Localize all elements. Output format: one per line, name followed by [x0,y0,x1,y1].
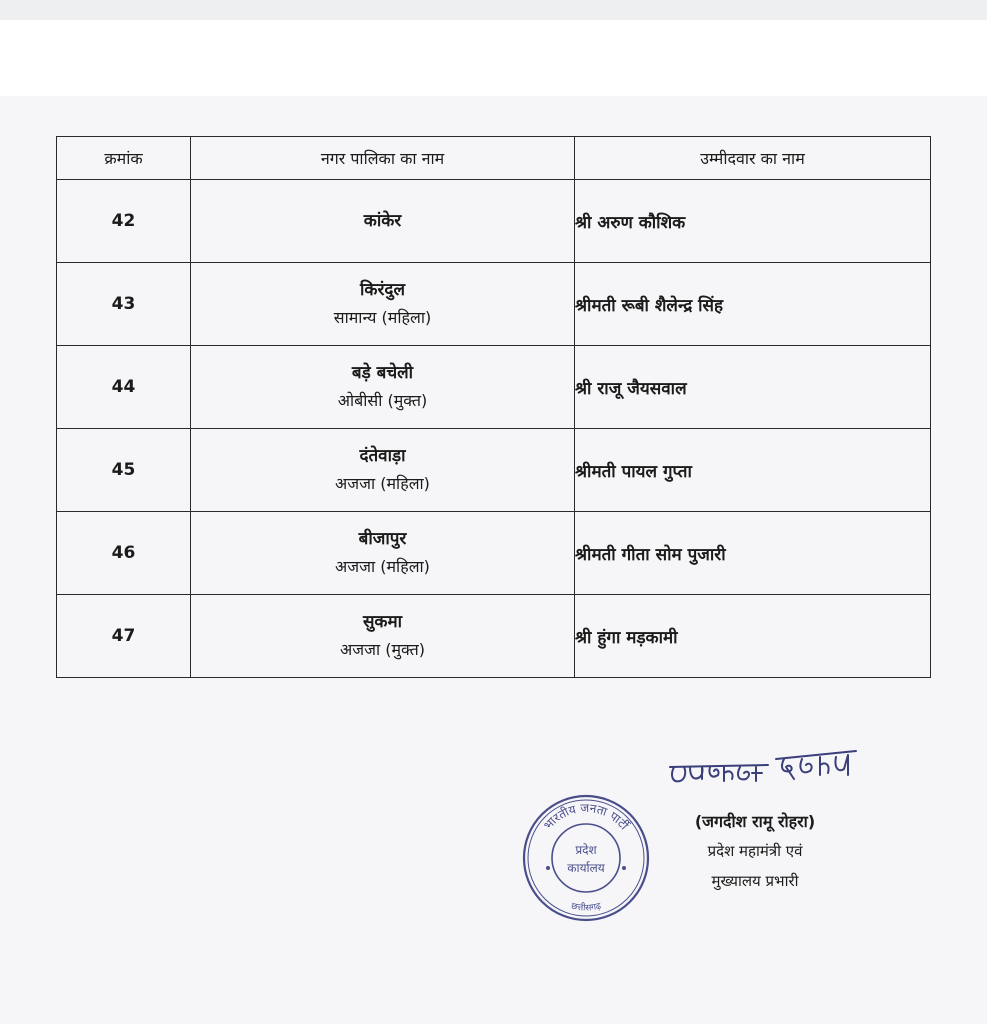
reservation-category: अजजा (महिला) [335,474,430,493]
table-row [57,595,931,678]
row-serial: 45 [57,429,191,512]
row-candidate: श्री अरुण कौशिक [575,180,931,263]
handwritten-signature [664,745,864,795]
seal-inner-line2: कार्यालय [567,861,605,875]
row-municipality [191,429,575,512]
table-row [57,512,931,595]
row-candidate: श्रीमती रूबी शैलेन्द्र सिंह [575,263,931,346]
table-row [57,346,931,429]
row-municipality [191,595,575,678]
row-candidate: श्री राजू जैयसवाल [575,346,931,429]
header-serial: क्रमांक [57,137,191,180]
reservation-category: ओबीसी (मुक्त) [337,391,428,410]
signatory-title-line2: मुख्यालय प्रभारी [711,872,799,890]
row-municipality [191,346,575,429]
municipality-name: कांकेर [363,211,402,231]
seal-bottom-text: छत्तीसगढ़ [569,901,603,914]
header-municipality: नगर पालिका का नाम [191,137,575,180]
reservation-category: सामान्य (महिला) [333,308,432,327]
table-row [57,263,931,346]
municipality-name: बीजापुर [358,529,407,549]
row-candidate: श्रीमती गीता सोम पुजारी [575,512,931,595]
scan-top-strip [0,0,987,20]
header-candidate: उम्मीदवार का नाम [575,137,931,180]
row-serial: 46 [57,512,191,595]
row-serial: 47 [57,595,191,678]
row-candidate: श्रीमती पायल गुप्ता [575,429,931,512]
signatory-name: (जगदीश रामू रोहरा) [694,812,816,831]
row-municipality [191,512,575,595]
seal-inner-line1: प्रदेश [575,843,597,857]
row-municipality [191,263,575,346]
municipality-name: किरंदुल [360,280,405,300]
reservation-category: अजजा (महिला) [335,557,430,576]
signatory-title-line1: प्रदेश महामंत्री एवं [707,842,803,860]
row-municipality [191,180,575,263]
municipality-name: सुकमा [362,612,403,632]
municipality-name: दंतेवाड़ा [359,446,406,466]
row-serial: 42 [57,180,191,263]
row-candidate: श्री हुंगा मड़कामी [575,595,931,678]
seal-outer-text: भारतीय जनता पार्टी [540,800,632,833]
reservation-category: अजजा (मुक्त) [340,640,425,659]
table-header-row [57,137,931,180]
scan-top-gap [0,20,987,96]
signatory-block [660,808,850,896]
table-row [57,180,931,263]
party-seal [518,790,654,926]
municipality-name: बड़े बचेली [351,363,414,383]
row-serial: 43 [57,263,191,346]
row-serial: 44 [57,346,191,429]
candidate-table [56,136,931,678]
table-row [57,429,931,512]
